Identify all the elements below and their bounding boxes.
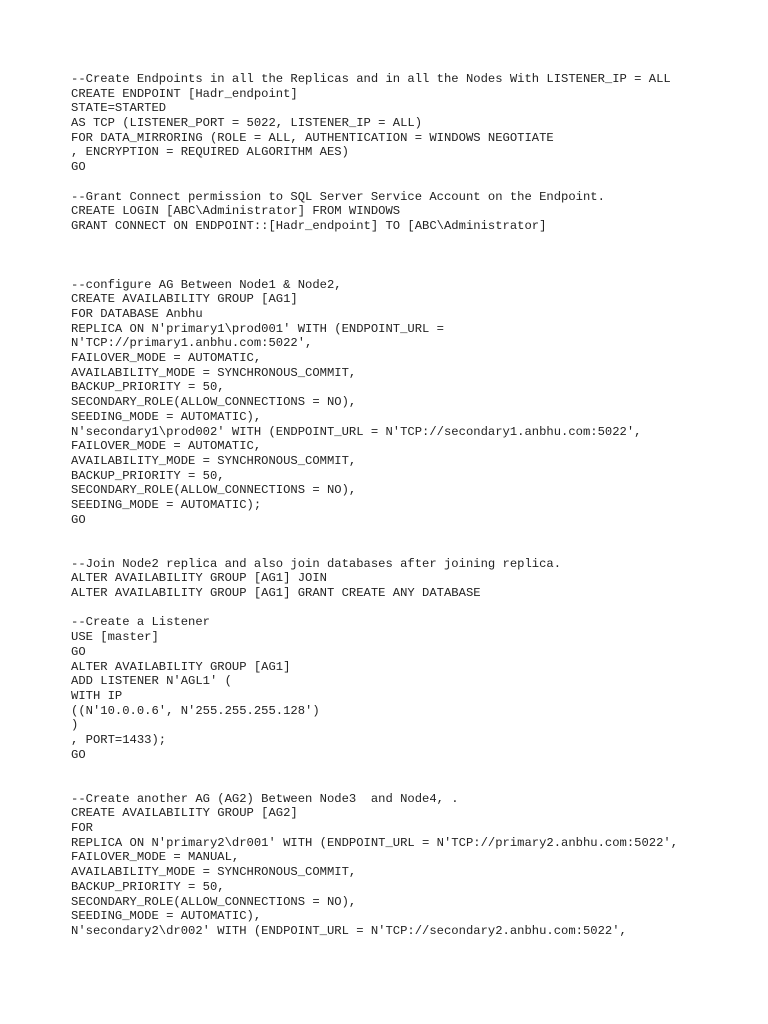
code-line: --Create another AG (AG2) Between Node3 and Node4, . — [71, 791, 459, 806]
code-line: ) — [71, 718, 79, 733]
code-line — [71, 263, 678, 278]
code-line: FAILOVER_MODE = AUTOMATIC, — [71, 351, 262, 366]
code-line: N'secondary1\prod002' WITH (ENDPOINT_URL = N'TCP://secondary1.anbhu.com:5022', — [71, 424, 642, 439]
code-line: CREATE AVAILABILITY GROUP [AG1] — [71, 292, 298, 307]
code-line: FAILOVER_MODE = MANUAL, — [71, 850, 240, 865]
code-line: BACKUP_PRIORITY = 50, — [71, 380, 225, 395]
code-line: SEEDING_MODE = AUTOMATIC), — [71, 909, 262, 924]
code-line: --configure AG Between Node1 & Node2, — [71, 277, 342, 292]
code-line: FOR — [71, 821, 93, 836]
code-line: CREATE LOGIN [ABC\Administrator] FROM WINDOWS — [71, 204, 401, 219]
code-line: GO — [71, 512, 86, 527]
code-line: GO — [71, 747, 86, 762]
code-line: SECONDARY_ROLE(ALLOW_CONNECTIONS = NO), — [71, 894, 357, 909]
code-line: REPLICA ON N'primary2\dr001' WITH (ENDPOINT_URL = N'TCP://primary2.anbhu.com:5022', — [71, 835, 679, 850]
sql-code-block — [71, 72, 678, 939]
code-line — [71, 248, 678, 263]
code-line: CREATE ENDPOINT [Hadr_endpoint] — [71, 86, 298, 101]
code-line: ((N'10.0.0.6', N'255.255.255.128') — [71, 703, 320, 718]
code-line: --Grant Connect permission to SQL Server Service Account on the Endpoint. — [71, 189, 605, 204]
code-line: ALTER AVAILABILITY GROUP [AG1] JOIN — [71, 571, 327, 586]
code-line — [71, 234, 678, 249]
code-line: SEEDING_MODE = AUTOMATIC); — [71, 497, 262, 512]
code-line: SEEDING_MODE = AUTOMATIC), — [71, 409, 262, 424]
code-line — [71, 175, 678, 190]
code-line: ALTER AVAILABILITY GROUP [AG1] GRANT CREATE ANY DATABASE — [71, 586, 481, 601]
code-line: GO — [71, 644, 86, 659]
code-line: --Create Endpoints in all the Replicas and in all the Nodes With LISTENER_IP = ALL — [71, 72, 671, 86]
code-line: FAILOVER_MODE = AUTOMATIC, — [71, 439, 262, 454]
code-line — [71, 601, 678, 616]
code-line: GO — [71, 160, 86, 175]
code-line — [71, 777, 678, 792]
code-line: WITH IP — [71, 688, 123, 703]
code-line: ADD LISTENER N'AGL1' ( — [71, 674, 232, 689]
code-line: BACKUP_PRIORITY = 50, — [71, 468, 225, 483]
code-line: USE [master] — [71, 630, 159, 645]
code-line: BACKUP_PRIORITY = 50, — [71, 879, 225, 894]
code-line: AS TCP (LISTENER_PORT = 5022, LISTENER_IP = ALL) — [71, 116, 423, 131]
code-line: SECONDARY_ROLE(ALLOW_CONNECTIONS = NO), — [71, 483, 357, 498]
code-line — [71, 527, 678, 542]
code-line: STATE=STARTED — [71, 101, 167, 116]
code-line: AVAILABILITY_MODE = SYNCHRONOUS_COMMIT, — [71, 453, 357, 468]
code-line: --Create a Listener — [71, 615, 210, 630]
code-line: REPLICA ON N'primary1\prod001' WITH (ENDPOINT_URL = — [71, 321, 444, 336]
code-line: AVAILABILITY_MODE = SYNCHRONOUS_COMMIT, — [71, 365, 357, 380]
code-line: ALTER AVAILABILITY GROUP [AG1] — [71, 659, 291, 674]
code-line: N'secondary2\dr002' WITH (ENDPOINT_URL = N'TCP://secondary2.anbhu.com:5022', — [71, 923, 627, 938]
code-line: AVAILABILITY_MODE = SYNCHRONOUS_COMMIT, — [71, 865, 357, 880]
code-line: , PORT=1433); — [71, 732, 167, 747]
code-line: GRANT CONNECT ON ENDPOINT::[Hadr_endpoint] TO [ABC\Administrator] — [71, 218, 547, 233]
code-line: CREATE AVAILABILITY GROUP [AG2] — [71, 806, 298, 821]
code-line — [71, 762, 678, 777]
code-line: FOR DATABASE Anbhu — [71, 307, 203, 321]
code-line: N'TCP://primary1.anbhu.com:5022', — [71, 336, 313, 351]
code-line: --Join Node2 replica and also join databases after joining replica. — [71, 556, 562, 571]
code-line: SECONDARY_ROLE(ALLOW_CONNECTIONS = NO), — [71, 395, 357, 410]
code-line: , ENCRYPTION = REQUIRED ALGORITHM AES) — [71, 145, 349, 160]
code-line — [71, 542, 678, 557]
code-line: FOR DATA_MIRRORING (ROLE = ALL, AUTHENTICATION = WINDOWS NEGOTIATE — [71, 130, 554, 145]
